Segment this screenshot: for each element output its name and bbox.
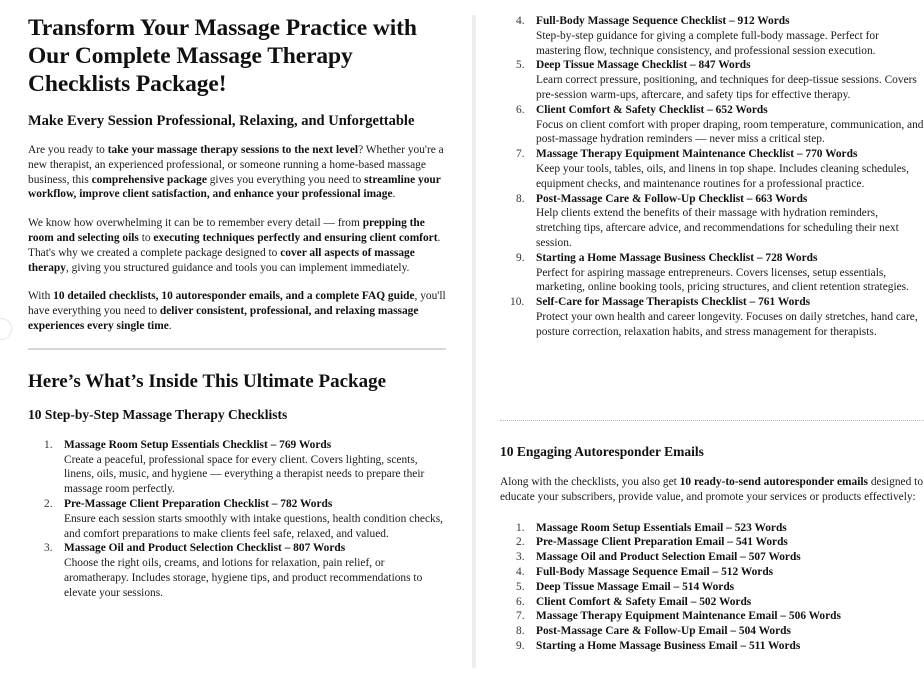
list-item-description: Create a peaceful, professional space for every client. Covers lighting, scents, linens, oils, music, and hygiene — everything a therapist needs to prepare their massage room perfectly. [64, 453, 425, 496]
body-text: designed to educate your subscribers, provide value, and promote your services or products effectively: [500, 476, 924, 503]
list-number: 3. [516, 551, 525, 564]
list-item-title: Full-Body Massage Sequence Checklist – 912 Words [536, 15, 790, 27]
list-item-title: Massage Therapy Equipment Maintenance Checklist – 770 Words [536, 148, 858, 161]
list-item-title: Massage Room Setup Essentials Email – 523 Words [536, 521, 787, 534]
emphasis-text: comprehensive package [91, 173, 207, 186]
list-item [500, 565, 924, 580]
body-text: We know how overwhelming it can be to remember every detail — from [28, 217, 363, 230]
section-divider [28, 348, 446, 350]
intro-paragraph-1 [28, 143, 448, 202]
list-number: 9. [516, 639, 525, 652]
list-number: 1. [516, 521, 525, 534]
list-item-title: Massage Oil and Product Selection Checklist – 807 Words [64, 542, 346, 555]
list-item-description: Learn correct pressure, positioning, and techniques for deep-tissue sessions. Covers pre-session warm-ups, aftercare, and safety tips for effective therapy. [536, 74, 917, 101]
page-subtitle: Make Every Session Professional, Relaxing, and Unforgettable [28, 113, 415, 129]
emphasis-text: prepping the room and selecting oils [28, 217, 425, 244]
checklists-heading: 10 Step-by-Step Massage Therapy Checklists [28, 406, 288, 422]
list-item-description: Ensure each session starts smoothly with intake questions, health condition checks, and comfort preparations to make clients feel safe, relaxed, and valued. [64, 512, 443, 540]
list-item [500, 192, 924, 251]
intro-paragraph-2 [28, 216, 448, 275]
list-item-description: Step-by-step guidance for giving a complete full-body massage. Perfect for mastering flow, technique consistency, and professional session execution. [536, 29, 879, 57]
emphasis-text: 10 detailed checklists, 10 autoresponder emails, and a complete FAQ guide [53, 290, 415, 303]
list-number: 5. [516, 59, 525, 72]
emphasis-text: executing techniques perfectly and ensuring client comfort [153, 231, 438, 244]
emails-intro [500, 475, 924, 505]
list-item-title: Massage Oil and Product Selection Email – 507 Words [536, 551, 801, 564]
body-text: With [28, 290, 54, 303]
list-item [500, 550, 924, 565]
list-number: 8. [516, 625, 525, 638]
page-title: Transform Your Massage Practice with Our Complete Massage Therapy Checklists Package! [28, 15, 417, 97]
list-number: 8. [516, 192, 525, 205]
list-item [500, 251, 924, 295]
emphasis-text: deliver consistent, professional, and relaxing massage experiences every single time [28, 305, 419, 332]
emphasis-text: take your massage therapy sessions to the next level [107, 144, 359, 156]
left-column [28, 14, 448, 601]
list-number: 4. [516, 15, 525, 27]
right-column [500, 14, 924, 340]
list-number: 3. [44, 542, 53, 555]
list-number: 2. [516, 536, 525, 549]
emails-list [500, 521, 924, 654]
checklists-list-part-1 [28, 438, 448, 601]
list-number: 2. [44, 497, 53, 510]
list-number: 6. [516, 103, 525, 116]
list-item-title: Deep Tissue Massage Email – 514 Words [536, 580, 735, 593]
body-text: to [138, 231, 154, 244]
list-item-title: Full-Body Massage Sequence Email – 512 Words [536, 565, 774, 578]
list-number: 7. [516, 148, 525, 161]
body-text: . That's why we created a complete package designed to [28, 231, 441, 259]
emphasis-text: cover all aspects of massage therapy [28, 246, 415, 274]
list-number: 7. [516, 610, 525, 623]
list-item-description: Perfect for aspiring massage entrepreneurs. Covers licenses, setup essentials, marketing, online booking tools, pricing structures, and client retention strategies. [536, 266, 909, 294]
list-item-description: Protect your own health and career longevity. Focuses on daily stretches, hand care, posture correction, relaxation habits, and stress management for therapists. [536, 310, 918, 338]
list-item [500, 147, 924, 191]
emails-section [500, 443, 924, 654]
list-item [500, 624, 924, 639]
list-item-title: Massage Therapy Equipment Maintenance Email – 506 Words [536, 610, 841, 623]
intro-paragraph-3 [28, 289, 448, 333]
list-number: 10. [510, 296, 525, 309]
list-item [500, 295, 924, 339]
body-text: . [168, 319, 172, 332]
list-item-title: Massage Room Setup Essentials Checklist – 769 Words [64, 438, 332, 451]
list-number: 4. [516, 565, 525, 578]
list-number: 5. [516, 580, 525, 593]
column-separator [472, 15, 476, 668]
inside-heading: Here’s What’s Inside This Ultimate Package [28, 370, 387, 392]
emails-heading: 10 Engaging Autoresponder Emails [500, 444, 704, 459]
list-item-description: Keep your tools, tables, oils, and linens in top shape. Includes cleaning schedules, equipment checks, and maintenance routines for a professional practice. [536, 162, 909, 190]
list-item-title: Post-Massage Care & Follow-Up Email – 504 Words [536, 625, 791, 638]
list-number: 9. [516, 251, 525, 264]
list-item-title: Client Comfort & Safety Email – 502 Words [536, 595, 752, 608]
list-number: 1. [44, 438, 53, 451]
list-item [28, 438, 448, 497]
body-text: . [392, 188, 396, 201]
list-item [500, 521, 924, 536]
list-item [500, 535, 924, 550]
list-item-description: Choose the right oils, creams, and lotions for relaxation, pain relief, or aromatherapy. Includes storage, hygiene tips, and product recommendations to elevate your sessions. [64, 557, 423, 599]
list-item-title: Pre-Massage Client Preparation Email – 541 Words [536, 536, 788, 549]
body-text: , you'll have everything you need to [28, 290, 446, 318]
list-item [500, 595, 924, 610]
section-divider-dotted [500, 420, 924, 421]
body-text: , giving you structured guidance and tools you can implement immediately. [65, 261, 410, 274]
list-item-title: Client Comfort & Safety Checklist – 652 Words [536, 103, 768, 116]
list-item [28, 541, 448, 600]
list-item [500, 609, 924, 624]
list-number: 6. [516, 595, 525, 608]
list-item-title: Starting a Home Massage Business Email – 511 Words [536, 639, 801, 652]
body-text: ? Whether you're a new therapist, an experienced professional, or someone running a home-based massage business, this [28, 144, 444, 186]
list-item [28, 497, 448, 541]
body-text: gives you everything you need to [206, 173, 365, 186]
emphasis-text: 10 ready-to-send autoresponder emails [679, 476, 868, 488]
list-item-title: Post-Massage Care & Follow-Up Checklist – 663 Words [536, 192, 808, 205]
list-item-title: Deep Tissue Massage Checklist – 847 Words [536, 59, 751, 72]
page-edge-handle[interactable] [0, 318, 12, 340]
list-item [500, 639, 924, 654]
list-item-title: Pre-Massage Client Preparation Checklist – 782 Words [64, 497, 333, 510]
checklists-list-part-2 [500, 14, 924, 340]
emphasis-text: streamline your workflow, improve client satisfaction, and enhance your professional image [28, 173, 441, 201]
list-item [500, 58, 924, 102]
list-item-title: Starting a Home Massage Business Checklist – 728 Words [536, 251, 818, 264]
list-item-title: Self-Care for Massage Therapists Checklist – 761 Words [536, 296, 811, 309]
list-item [500, 580, 924, 595]
list-item-description: Focus on client comfort with proper draping, room temperature, communication, and post-massage hydration reminders — never miss a critical step. [536, 118, 924, 146]
body-text: Are you ready to [28, 144, 108, 156]
list-item [500, 103, 924, 147]
body-text: Along with the checklists, you also get [500, 476, 680, 488]
list-item-description: Help clients extend the benefits of their massage with hydration reminders, stretching tips, aftercare advice, and recommendations for scheduling their next session. [536, 207, 899, 249]
list-item [500, 14, 924, 58]
